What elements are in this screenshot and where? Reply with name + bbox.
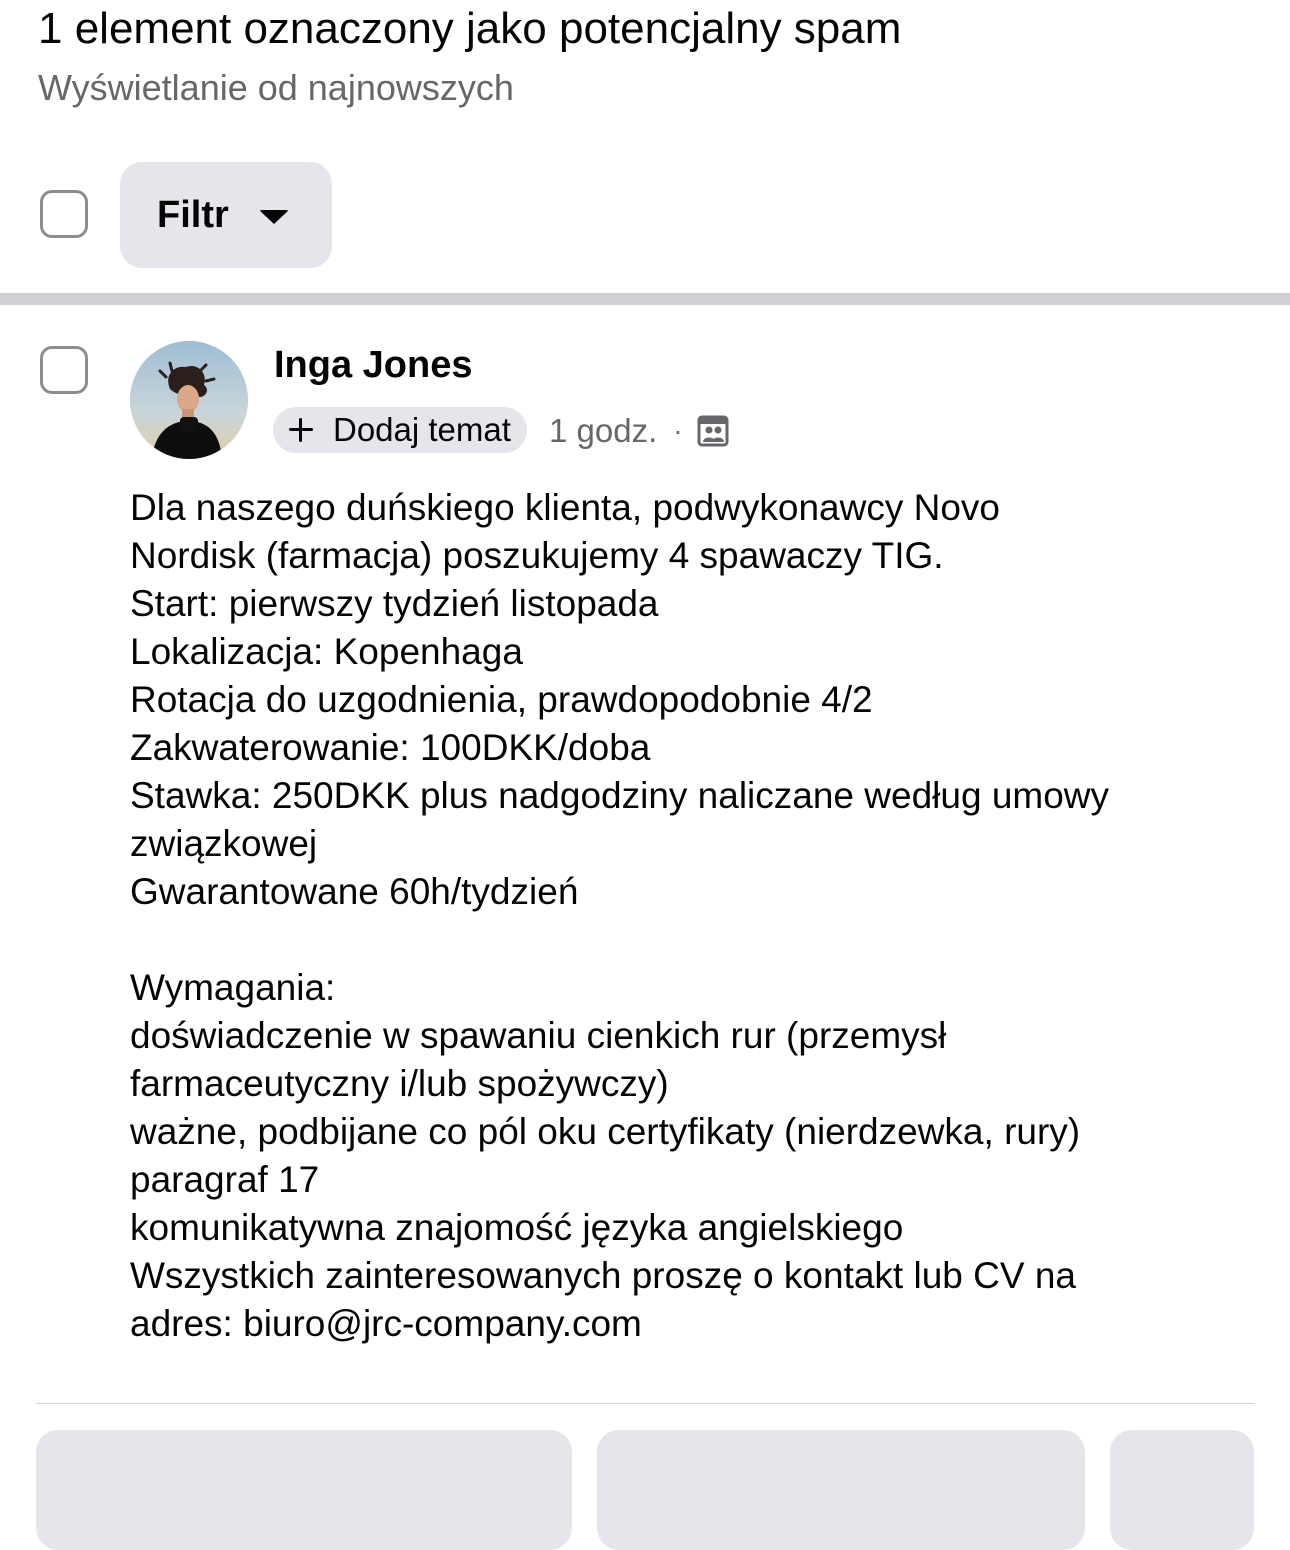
add-topic-button[interactable]	[273, 407, 527, 453]
post-line: Rotacja do uzgodnienia, prawdopodobnie 4/2	[130, 679, 873, 720]
post-line: Zakwaterowanie: 100DKK/doba	[130, 727, 651, 768]
action-button-secondary[interactable]	[597, 1430, 1085, 1550]
post-line: komunikatywna znajomość języka angielskiego	[130, 1207, 904, 1248]
page-title: 1 element oznaczony jako potencjalny spam	[38, 4, 902, 53]
avatar[interactable]	[130, 341, 248, 459]
avatar-photo	[130, 341, 248, 459]
add-topic-label: Dodaj temat	[333, 411, 511, 448]
caret-down-icon	[259, 210, 289, 224]
post-line: Wymagania:	[130, 967, 336, 1008]
post-line: ważne, podbijane co pól oku certyfikaty (nierdzewka, rury)	[130, 1111, 1081, 1152]
section-divider	[0, 293, 1290, 305]
post-line: Lokalizacja: Kopenhaga	[130, 631, 523, 672]
post-author[interactable]: Inga Jones	[274, 344, 473, 386]
post-line: Start: pierwszy tydzień listopada	[130, 583, 659, 624]
group-icon	[697, 415, 729, 447]
action-button-more[interactable]	[1110, 1430, 1254, 1550]
post-line: Stawka: 250DKK plus nadgodziny naliczane według umowy	[130, 775, 1110, 816]
post-line: doświadczenie w spawaniu cienkich rur (przemysł	[130, 1015, 947, 1056]
post-body	[130, 484, 1250, 1348]
filter-label: Filtr	[157, 193, 229, 236]
post-line: farmaceutyczny i/lub spożywczy)	[130, 1063, 669, 1104]
post-line: adres: biuro@jrc-company.com	[130, 1303, 642, 1344]
filter-button[interactable]	[120, 162, 332, 268]
post-line: Dla naszego duńskiego klienta, podwykonawcy Novo	[130, 487, 1001, 528]
post-line: Wszystkich zainteresowanych proszę o kontakt lub CV na	[130, 1255, 1076, 1296]
meta-separator: ·	[673, 415, 683, 446]
post-time[interactable]: 1 godz.	[549, 412, 658, 449]
action-button-primary[interactable]	[36, 1430, 572, 1550]
post-line: paragraf 17	[130, 1159, 320, 1200]
post-blank-line	[130, 916, 1250, 964]
post-meta	[549, 408, 729, 454]
post-line: związkowej	[130, 823, 318, 864]
post-line: Gwarantowane 60h/tydzień	[130, 871, 579, 912]
select-all-checkbox[interactable]	[40, 190, 88, 238]
post-select-checkbox[interactable]	[40, 346, 88, 394]
actions-divider	[36, 1403, 1254, 1404]
plus-icon	[289, 418, 313, 442]
post-line: Nordisk (farmacja) poszukujemy 4 spawaczy TIG.	[130, 535, 944, 576]
sort-label[interactable]: Wyświetlanie od najnowszych	[38, 67, 514, 108]
